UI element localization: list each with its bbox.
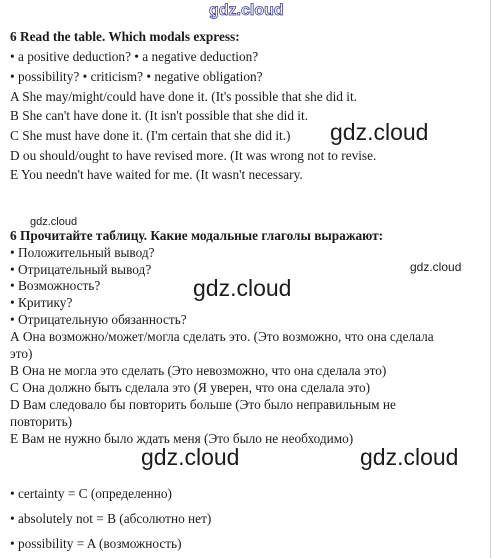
question-bullets-line: • a positive deduction? • a negative deduction? [10, 49, 259, 64]
watermark: gdz.cloud [141, 444, 240, 470]
table-row-b-en: B She can't have done it. (It isn't possible that she did it. [10, 108, 309, 123]
table-row-c-en: C She must have done it. (I'm certain that she did it.) [10, 128, 291, 143]
question-bullets-line: • possibility? • criticism? • negative obligation? [10, 69, 263, 84]
table-row-e-en: E You needn't have waited for me. (It wasn't necessary. [10, 167, 303, 182]
exercise-heading-en: 6 Read the table. Which modals express: [10, 29, 240, 44]
table-row-a-en: A She may/might/could have done it. (It's possible that she did it. [10, 89, 357, 104]
answer-item: • certainty = C (определенно) [10, 486, 172, 501]
table-row-d-ru-cont: повторить) [10, 414, 73, 429]
watermark: gdz.cloud [330, 119, 429, 145]
table-row-c-ru: С Она должно быть сделала это (Я уверен, что она сделала это) [10, 380, 371, 395]
question-bullet-ru: • Возможность? [10, 278, 101, 293]
page-border [490, 0, 491, 558]
table-row-b-ru: В Она не могла это сделать (Это невозможно, что она сделала это) [10, 363, 387, 378]
table-row-a-ru-cont: это) [10, 346, 33, 361]
table-row-e-ru: Е Вам не нужно было ждать меня (Это было не необходимо) [10, 431, 354, 446]
watermark-small: gdz.cloud [30, 216, 78, 228]
answer-item: • absolutely not = B (абсолютно нет) [10, 511, 212, 526]
question-bullet-ru: • Отрицательную обязанность? [10, 312, 187, 327]
exercise-heading-ru: 6 Прочитайте таблицу. Какие модальные глаголы выражают: [10, 228, 384, 243]
question-bullet-ru: • Положительный вывод? [10, 245, 155, 260]
watermark: gdz.cloud [193, 275, 292, 301]
answer-item: • possibility = A (возможность) [10, 536, 182, 551]
watermark-top: gdz.cloud [209, 2, 284, 19]
question-bullet-ru: • Критику? [10, 295, 73, 310]
table-row-d-ru: D Вам следовало бы повторить больше (Это было неправильным не [10, 397, 396, 412]
table-row-a-ru: А Она возможно/может/могла сделать это. (Это возможно, что она сделала [10, 329, 434, 344]
question-bullet-ru: • Отрицательный вывод? [10, 262, 152, 277]
watermark-small: gdz.cloud [410, 260, 462, 274]
watermark: gdz.cloud [360, 444, 459, 470]
table-row-d-en: D ou should/ought to have revised more. (It was wrong not to revise. [10, 148, 377, 163]
